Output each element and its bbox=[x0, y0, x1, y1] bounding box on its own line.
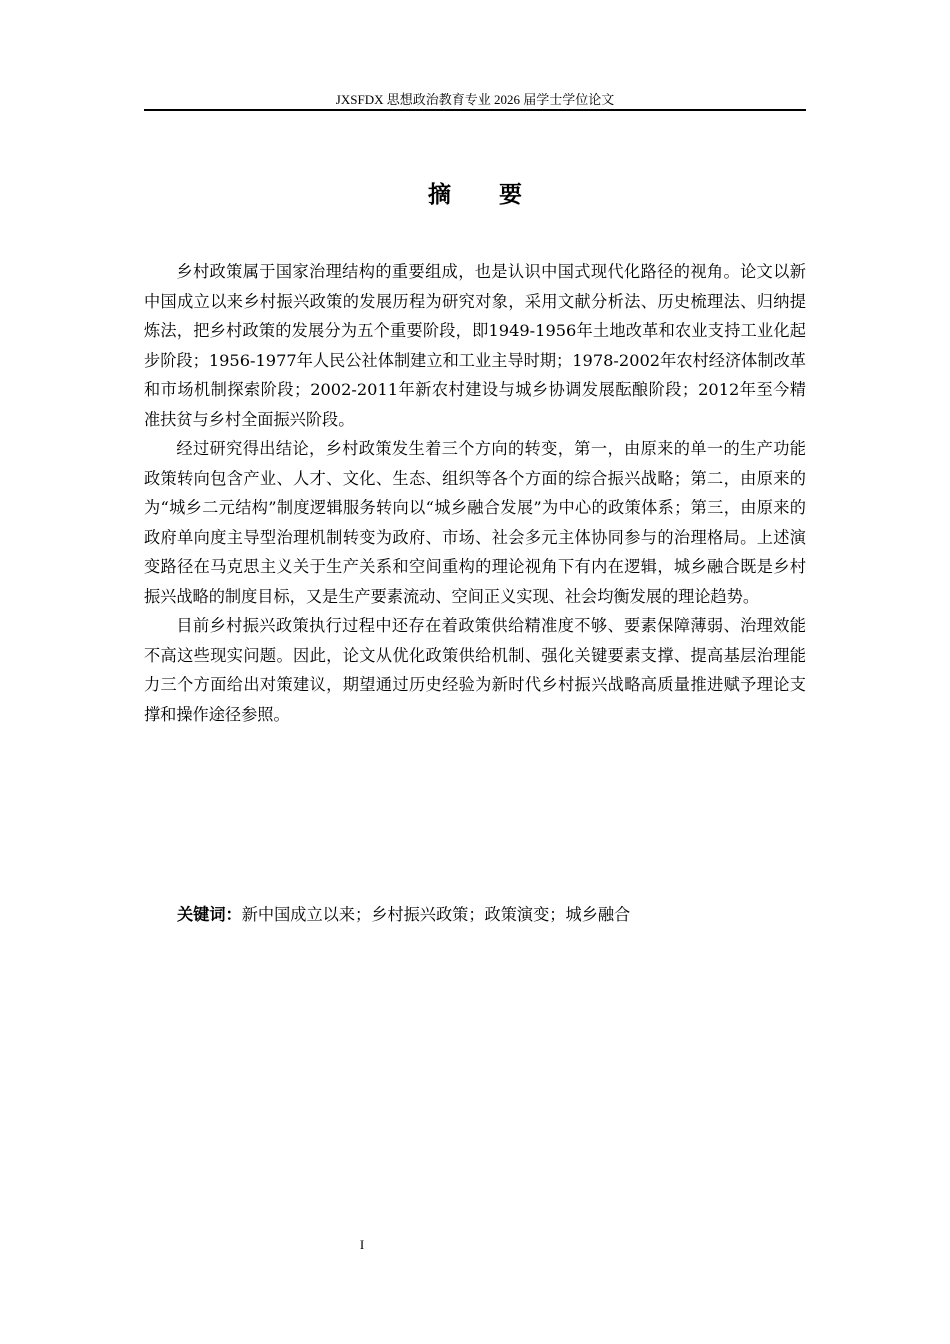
abstract-body bbox=[144, 257, 806, 729]
header-rule bbox=[144, 109, 806, 111]
running-header: JXSFDX 思想政治教育专业 2026 届学士学位论文 bbox=[335, 92, 615, 107]
page-number: I bbox=[359, 1237, 365, 1252]
keywords-line bbox=[177, 900, 806, 930]
keywords-text: 新中国成立以来；乡村振兴政策；政策演变；城乡融合 bbox=[241, 905, 631, 924]
abstract-paragraph-3: 目前乡村振兴政策执行过程中还存在着政策供给精准度不够、要素保障薄弱、治理效能不高这些现实问题。因此，论文从优化政策供给机制、强化关键要素支撑、提高基层治理能力三个方面给出对策建议，期望通过历史经验为新时代乡村振兴战略高质量推进赋予理论支撑和操作途径参照。 bbox=[144, 616, 806, 724]
keywords-label: 关键词： bbox=[177, 905, 242, 924]
abstract-paragraph-2: 经过研究得出结论，乡村政策发生着三个方向的转变，第一，由原来的单一的生产功能政策转向包含产业、人才、文化、生态、组织等各个方面的综合振兴战略；第二，由原来的为“城乡二元结构”制度逻辑服务转向以“城乡融合发展”为中心的政策体系；第三，由原来的政府单向度主导型治理机制转变为政府、市场、社会多元主体协同参与的治理格局。上述演变路径在马克思主义关于生产关系和空间重构的理论视角下有内在逻辑，城乡融合既是乡村振兴战略的制度目标，又是生产要素流动、空间正义实现、社会均衡发展的理论趋势。 bbox=[144, 439, 806, 606]
abstract-paragraph-1: 乡村政策属于国家治理结构的重要组成，也是认识中国式现代化路径的视角。论文以新中国成立以来乡村振兴政策的发展历程为研究对象，采用文献分析法、历史梳理法、归纳提炼法，把乡村政策的发展分为五个重要阶段，即1949-1956年土地改革和农业支持工业化起步阶段；1956-1977年人民公社体制建立和工业主导时期；1978-2002年农村经济体制改革和市场机制探索阶段；2002-2011年新农村建设与城乡协调发展酝酿阶段；2012年至今精准扶贫与乡村全面振兴阶段。 bbox=[144, 262, 806, 429]
abstract-title: 摘 要 bbox=[427, 182, 542, 208]
